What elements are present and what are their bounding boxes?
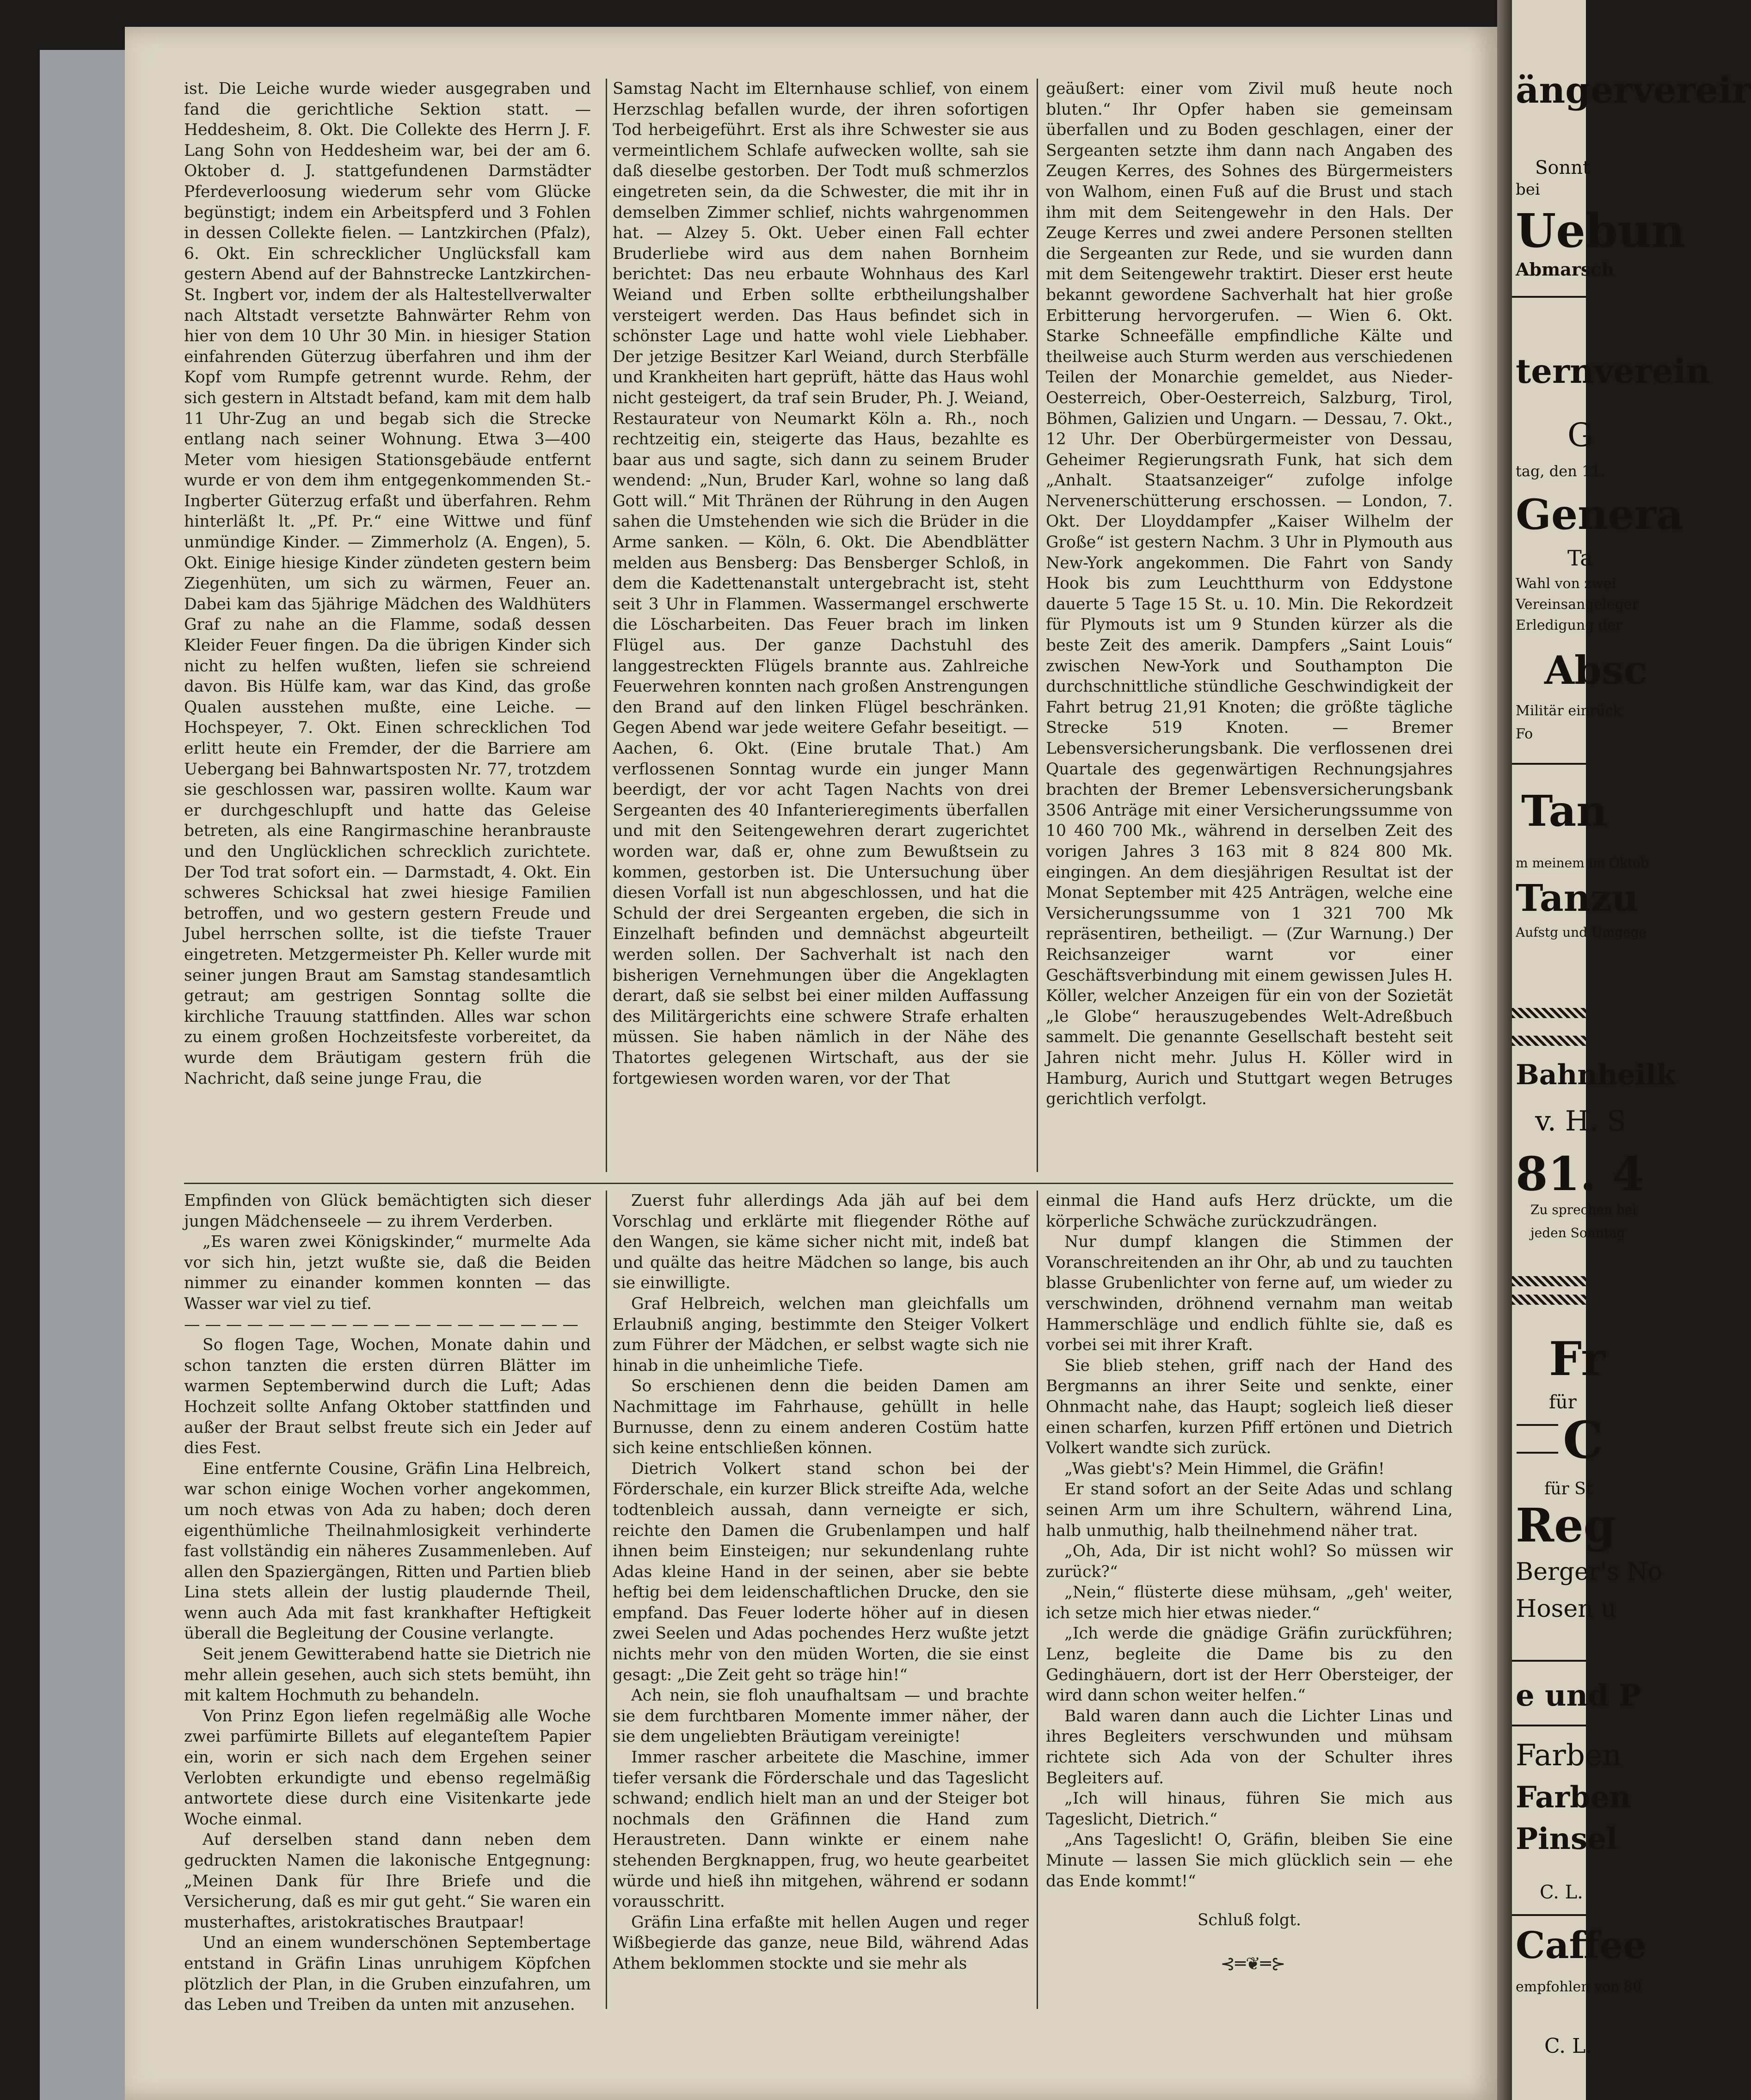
ad-fragment: Tanzu <box>1516 876 1639 920</box>
scene-break: — — — — — — — — — — — — — — — — — — — <box>184 1315 578 1334</box>
ad-fragment: Farben <box>1516 1738 1622 1773</box>
adjacent-page-fragment <box>1512 0 1751 2100</box>
feuilleton-paragraph: „Nein,“ flüsterte diese mühsam, „geh' weiter, ich setze mich hier etwas nieder.“ <box>1046 1583 1453 1622</box>
ad-border <box>1512 1276 1586 1286</box>
ad-fragment: Sonnt <box>1535 157 1591 178</box>
ad-fragment: e und P <box>1516 1678 1641 1713</box>
feuilleton-column-middle <box>613 1191 1029 2018</box>
feuilleton-paragraph: „Was giebt's? Mein Himmel, die Gräfin! <box>1064 1459 1385 1478</box>
feuilleton-paragraph: Zuerst fuhr allerdings Ada jäh auf bei dem Vorschlag und erklärte mit fliegender Röthe auf den Wangen, sie käme sicher nicht mit, indeß bat und quälte das heitre Mädchen so lange, bis auch sie einwilligte. <box>613 1191 1029 1293</box>
ad-fragment: C. L. <box>1544 2034 1592 2058</box>
ad-fragment: Abmarsch <box>1516 259 1615 280</box>
ad-fragment: v. H. S <box>1535 1105 1626 1137</box>
feuilleton-paragraph: So erschienen denn die beiden Damen am Nachmittage im Fahrhause, gehüllt in helle Burnusse, denn zu einem anderen Costüm hatte sich keine entschließen können. <box>613 1377 1029 1458</box>
ad-fragment: Berger's No <box>1516 1558 1663 1586</box>
ad-fragment: m meinem im Oktob <box>1516 855 1649 871</box>
ad-fragment: Reg <box>1516 1498 1616 1553</box>
ad-fragment: Wahl von zwei <box>1516 576 1616 592</box>
feuilleton-paragraph: Gräfin Lina erfaßte mit hellen Augen und reger Wißbegierde das ganze, neue Bild, während Adas Athem beklommen stockte und sie mehr als <box>613 1913 1029 1973</box>
feuilleton-paragraph: Eine entfernte Cousine, Gräfin Lina Helbreich, war schon einige Wochen vorher angekommen, um noch etwas von Ada zu haben; doch deren eigenthümliche Theilnahmlosigkeit verhinderte fast vollständig ein näheres Zusammenleben. Auf allen den Spaziergängen, Ritten und Partien blieb Lina stets allein der lustig plaudernde Theil, wenn auch Ada mit fast krankhafter Heftigkeit überall die Begleitung der Cousine verlangte. <box>184 1459 591 1643</box>
ad-fragment: für <box>1549 1392 1577 1413</box>
ad-fragment: Fo <box>1516 726 1533 742</box>
feuilleton-paragraph: Dietrich Volkert stand schon bei der Förderschale, ein kurzer Blick streifte Ada, welche todtenbleich aussah, dann verneigte er sich, reichte den Damen die Grubenlampen und half ihnen beim Einsteigen; nur sekundenlang ruhte Adas kleine Hand in der seinen, aber sie bebte heftig bei dem leidenschaftlichen Drucke, den sie empfand. Das Feuer loderte höher auf in diesen zwei Seelen und Adas pochendes Herz wußte jetzt nichts mehr von den müden Worten, die sie einst gesagt: „Die Zeit geht so träge hin!“ <box>613 1459 1029 1684</box>
ad-rule <box>1517 1424 1558 1426</box>
ad-fragment: Militär einrück <box>1516 703 1622 719</box>
feuilleton-paragraph: Er stand sofort an der Seite Adas und schlang seinen Arm um ihre Schultern, während Lina, halb unmuthig, halb theilnehmend näher trat. <box>1046 1480 1453 1540</box>
ad-fragment: empfohlen von 80 <box>1516 1979 1642 1995</box>
feuilleton-paragraph: Graf Helbreich, welchen man gleichfalls um Erlaubniß anging, bestimmte den Steiger Volkert zum Führer der Mädchen, er selbst wagte sich nie hinab in die unheimliche Tiefe. <box>613 1294 1029 1375</box>
ad-border <box>1512 1295 1586 1305</box>
ad-fragment: ängervereir <box>1516 69 1751 111</box>
feuilleton-paragraph: Empfinden von Glück bemächtigten sich dieser jungen Mädchenseele — zu ihrem Verderben. <box>184 1191 591 1231</box>
news-text-middle: Samstag Nacht im Elternhause schlief, von einem Herzschlag befallen wurde, der ihren sofortigen Tod herbeigeführt. Erst als ihre Schwester sie aus vermeintlichem Schlafe aufwecken wollte, sah sie daß dieselbe gestorben. Der Todt muß schmerzlos eingetreten sein, da die Schwester, die mit ihr in demselben Zimmer schlief, nichts wahrgenommen hat. — Alzey 5. Okt. Ueber einen Fall echter Bruderliebe wird aus dem nahen Bornheim berichtet: Das neu erbaute Wohnhaus des Karl Weiand und Erben sollte erbtheilungshalber versteigert werden. Das Haus befindet sich in schönster Lage und hatte wohl viele Liebhaber. Der jetzige Besitzer Karl Weiand, durch Sterbfälle und Krankheiten hart geprüft, hätte das Haus wohl nicht gesteigert, da traf sein Bruder, Ph. J. Weiand, Restaurateur von Neumarkt Köln a. Rh., noch rechtzeitig ein, steigerte das Haus, bezahlte es baar aus und sagte, sich dann zu seinem Bruder wendend: „Nun, Bruder Karl, wohne so lang daß Gott will.“ Mit Thränen der Rührung in den Augen sahen die Umstehenden wie sich die Brüder in die Arme sanken. — Köln, 6. Okt. Die Abendblätter melden aus Bensberg: Das Bensberger Schloß, in dem die Kadettenanstalt untergebracht ist, steht seit 3 Uhr in Flammen. Wassermangel erschwerte die Löscharbeiten. Das Feuer brach im linken Flügel aus. Der ganze Dachstuhl des langgestreckten Flügels brannte aus. Zahlreiche Feuerwehren konnten nach großen Anstrengungen den Brand auf den linken Flügel beschränken. Gegen Abend war jede weitere Gefahr beseitigt. — Aachen, 6. Okt. (Eine brutale That.) Am verflossenen Sonntag wurde ein junger Mann beerdigt, der vor acht Tagen Nachts von drei Sergeanten des 40 Infanterieregiments überfallen und mit den Seitengewehren derart zugerichtet worden war, daß er, ohne zum Bewußtsein zu kommen, gestorben ist. Die Untersuchung über diesen Vorfall ist nun abgeschlossen, und hat die Schuld der drei Sergeanten ergeben, die sich in Einzelhaft befinden und demnächst abgeurteilt werden sollen. Der Sachverhalt ist nach den bisherigen Vernehmungen über die Angeklagten derart, daß sie selbst bei einer milden Auffassung des Militärgerichts eine schwere Strafe erhalten müssen. Sie haben nämlich in der Nähe des Thatortes gelegenen Wirtschaft, aus der sie fortgewiesen worden waren, vor der That <box>613 80 1029 1088</box>
news-column-middle <box>613 79 1029 1163</box>
feuilleton-paragraph: Bald waren dann auch die Lichter Linas und ihres Begleiters verschwunden und mühsam richtete sich Ada von der Schulter ihres Begleiters auf. <box>1046 1707 1453 1787</box>
ad-fragment: Uebun <box>1516 203 1685 258</box>
ad-fragment: jeden Sonntag <box>1530 1225 1625 1240</box>
fleuron-ornament: ⊰═❦═⊱ <box>1220 1953 1286 1974</box>
ad-fragment: Zu sprechen bei <box>1530 1202 1637 1217</box>
news-text-right: geäußert: einer vom Zivil muß heute noch bluten.“ Ihr Opfer haben sie gemeinsam überfallen und zu Boden geschlagen, einer der Sergeanten setzte ihm dann nach Angaben des Zeugen Kerres, des Sohnes des Bürgermeisters von Walhom, einen Fuß auf die Brust und stach ihm mit dem Seitengewehr in den Hals. Der Zeuge Kerres und zwei andere Personen stellten die Sergeanten zur Rede, und sie wurden dann mit dem Seitengewehr traktirt. Dieser erst heute bekannt gewordene Sachverhalt hat hier große Erbitterung hervorgerufen. — Wien 6. Okt. Starke Schneefälle empfindliche Kälte und theilweise auch Sturm werden aus verschiedenen Teilen der Monarchie gemeldet, aus Nieder-Oesterreich, Ober-Oesterreich, Salzburg, Tirol, Böhmen, Galizien und Ungarn. — Dessau, 7. Okt., 12 Uhr. Der Oberbürgermeister von Dessau, Geheimer Regierungsrath Funk, hat sich dem „Anhalt. Staatsanzeiger“ zufolge infolge Nervenerschütterung erschossen. — London, 7. Okt. Der Lloyddampfer „Kaiser Wilhelm der Große“ ist gestern Nachm. 3 Uhr in Plymouth aus New-York angekommen. Die Fahrt von Sandy Hook bis zum Leuchtthurm von Eddystone dauerte 5 Tage 15 St. u. 10. Min. Die Rekordzeit für Plymouts ist um 9 Stunden kürzer als die beste Zeit des amerik. Dampfers „Saint Louis“ zwischen New-York und Southampton Die durchschnittliche stündliche Geschwindigkeit der Fahrt betrug 21,91 Knoten; die größte tägliche Strecke 519 Knoten. — Bremer Lebensversicherungsbank. Die verflossenen drei Quartale des gegenwärtigen Rechnungsjahres brachten der Bremer Lebensversicherungsbank 3506 Anträge mit einer Versicherungssumme von 10 460 700 Mk., während in derselben Zeit des vorigen Jahres 3 163 mit 8 824 800 Mk. eingingen. An dem diesjährigen Resultat ist der Monat September mit 425 Anträgen, welche eine Versicherungssumme von 1 321 700 Mk repräsentiren, betheiligt. — (Zur Warnung.) Der Reichsanzeiger warnt vor einer Geschäftsverbindung mit einem gewissen Jules H. Köller, welcher Anzeigen für ein von der Sozietät „le Globe“ herauszugebendes Welt-Adreßbuch sammelt. Die genannte Gesellschaft besteht seit Jahren nicht mehr. Julus H. Köller wird in Hamburg, Aurich und Stuttgart wegen Betruges gerichtlich verfolgt. <box>1046 80 1453 1109</box>
news-column-right <box>1046 79 1453 1163</box>
to-be-continued: Schluß folgt. <box>1198 1911 1301 1930</box>
ad-fragment: ternverein <box>1516 351 1710 391</box>
ad-fragment: C <box>1563 1410 1604 1470</box>
feuilleton-paragraph: Von Prinz Egon liefen regelmäßig alle Woche zwei parfümirte Billets auf eleganteſtem Papier ein, worin er sich nach dem Ergehen seiner Verlobten erkundigte und ebenso regelmäßig antwortete diese durch eine Visitenkarte jede Woche einmal. <box>184 1707 591 1829</box>
column-rule <box>606 1191 607 2009</box>
ad-fragment: Aufstg und Umgege <box>1516 925 1647 940</box>
feuilleton-paragraph: Seit jenem Gewitterabend hatte sie Dietrich nie mehr allein gesehen, auch sich stets bemüht, ihn mit kaltem Hochmuth zu behandeln. <box>184 1645 591 1705</box>
feuilleton-paragraph: „Oh, Ada, Dir ist nicht wohl? So müssen wir zurück?“ <box>1046 1542 1453 1581</box>
ad-rule <box>1517 1452 1558 1454</box>
ad-fragment: C. L. <box>1540 1882 1583 1903</box>
ad-rule <box>1512 1660 1586 1662</box>
ad-fragment: Bahnheilk <box>1516 1059 1676 1091</box>
ad-rule <box>1512 1914 1586 1916</box>
ad-fragment: Hosen u <box>1516 1595 1616 1623</box>
column-rule <box>1037 79 1038 1172</box>
feuilleton-paragraph: Immer rascher arbeitete die Maschine, immer tiefer versank die Förderschale und das Tageslicht schwand; endlich hielt man an und der Steiger bot nochmals den Gräfinnen die Hand zum Heraustreten. Dann winkte er einem nahe stehenden Bergknappen, frug, wo heute gearbeitet würde und hieß ihn mitgehen, während er sodann vorausschritt. <box>613 1748 1029 1911</box>
ad-fragment: G <box>1567 416 1593 454</box>
ad-fragment: Tan <box>1521 786 1608 836</box>
ad-border <box>1512 1008 1586 1018</box>
book-gutter <box>1497 0 1512 2100</box>
feuilleton-paragraph: einmal die Hand aufs Herz drückte, um die körperliche Schwäche zurückzudrängen. <box>1046 1191 1453 1231</box>
ad-fragment: Genera <box>1516 490 1683 539</box>
ad-fragment: bei <box>1516 180 1540 199</box>
feuilleton-paragraph: „Ans Tageslicht! O, Gräfin, bleiben Sie eine Minute — lassen Sie mich glücklich sein — ehe das Ende kommt!“ <box>1046 1830 1453 1891</box>
ad-rule <box>1512 1725 1586 1726</box>
feuilleton-paragraph: Ach nein, sie floh unaufhaltsam — und brachte sie dem furchtbaren Momente immer näher, der sie dem ungeliebten Bräutigam vereinigte! <box>613 1686 1029 1746</box>
ad-rule <box>1512 763 1586 765</box>
feuilleton-paragraph: Auf derselben stand dann neben dem gedruckten Namen die lakonische Entgegnung: „Meinen Dank für Ihre Briefe und die Versicherung, daß es mir gut geht.“ Sie waren ein musterhaftes, aristokratisches Brautpaar! <box>184 1830 591 1932</box>
feuilleton-column-left <box>184 1191 591 2018</box>
feuilleton-paragraph: „Es waren zwei Königskinder,“ murmelte Ada vor sich hin, jetzt wußte sie, daß die Beiden nimmer zu einander kommen konnten — das Wasser war viel zu tief. <box>184 1233 591 1313</box>
ad-fragment: Caffee <box>1516 1923 1647 1967</box>
ad-fragment: Fr <box>1549 1332 1605 1386</box>
ad-fragment: 81. 4 <box>1516 1147 1645 1201</box>
feuilleton-paragraph: Nur dumpf klangen die Stimmen der Voranschreitenden an ihr Ohr, ab und zu tauchten blasse Grubenlichter von ferne auf, um wieder zu verschwinden, dröhnend vernahm man weitab Hammerschläge und endlich fühlte sie, daß es vorbei sei mit ihrer Kraft. <box>1046 1233 1453 1355</box>
ad-border <box>1512 1036 1586 1046</box>
ad-fragment: für St <box>1544 1480 1593 1498</box>
ad-fragment: Ta <box>1567 546 1593 571</box>
ad-fragment: Erledigung der <box>1516 617 1622 633</box>
feuilleton-separator <box>184 1183 1453 1184</box>
column-rule <box>1037 1191 1038 2009</box>
feuilleton-paragraph: Und an einem wunderschönen Septembertage entstand in Gräfin Linas unruhigem Köpfchen plötzlich der Plan, in die Gruben einzufahren, um das Leben und Treiben da unten mit anzusehen. <box>184 1934 591 2014</box>
ad-fragment: Pinsel <box>1516 1822 1618 1856</box>
ad-fragment: tag, den 11. <box>1516 462 1605 480</box>
feuilleton-column-right <box>1046 1191 1453 2018</box>
feuilleton-paragraph: „Ich will hinaus, führen Sie mich aus Tageslicht, Dietrich.“ <box>1046 1789 1453 1829</box>
ad-fragment: Farben <box>1516 1780 1631 1815</box>
feuilleton-paragraph: Sie blieb stehen, griff nach der Hand des Bergmanns an ihrer Seite und senkte, einer Ohnmacht nahe, das Haupt; sogleich ließ dieser einen scharfen, kurzen Pfiff ertönen und Dietrich Volkert wandte sich zurück. <box>1046 1356 1453 1458</box>
feuilleton-paragraph: So flogen Tage, Wochen, Monate dahin und schon tanzten die ersten dürren Blätter im warmen Septemberwind durch die Luft; Adas Hochzeit sollte Anfang Oktober stattfinden und außer der Braut selbst freute sich ein Jeder auf dies Fest. <box>184 1336 591 1458</box>
news-text-left: ist. Die Leiche wurde wieder ausgegraben und fand die gerichtliche Sektion statt. — Heddesheim, 8. Okt. Die Collekte des Herrn J. F. Lang Sohn von Heddesheim war, bei der am 6. Oktober d. J. stattgefundenen Darmstädter Pferdeverloosung wiederum sehr vom Glücke begünstigt; indem ein Arbeitspferd und 3 Fohlen in dessen Collekte fielen. — Lantzkirchen (Pfalz), 6. Okt. Ein schrecklicher Unglücksfall kam gestern Abend auf der Bahnstrecke Lantzkirchen-St. Ingbert vor, indem der als Haltestellverwalter nach Altstadt versetzte Bahnwärter Rehm von hier von dem 10 Uhr 30 Min. in hiesiger Station einfahrenden Güterzug überfahren und ihm der Kopf vom Rumpfe getrennt wurde. Rehm, der sich gestern in Altstadt befand, kam mit dem halb 11 Uhr-Zug an und begab sich die Strecke entlang nach seiner Wohnung. Etwa 3—400 Meter vom hiesigen Stationsgebäude entfernt wurde er von dem ihm entgegenkommenden St.-Ingberter Güterzug erfaßt und überfahren. Rehm hinterläßt lt. „Pf. Pr.“ eine Wittwe und fünf unmündige Kinder. — Zimmerholz (A. Engen), 5. Okt. Einige hiesige Kinder zündeten gestern beim Ziegenhüten, um sich zu wärmen, Feuer an. Dabei kam das 5jährige Mädchen des Waldhüters Graf zu nahe an die Flamme, sodaß dessen Kleider Feuer fingen. Da die übrigen Kinder sich nicht zu helfen wußten, liefen sie schreiend davon. Bis Hülfe kam, war das Kind, das große Qualen ausstehen mußte, eine Leiche. — Hochspeyer, 7. Okt. Einen schrecklichen Tod erlitt heute ein Fremder, der die Barriere am Uebergang bei Bahnwartsposten Nr. 77, trotzdem sie geschlossen war, passiren wollte. Kaum war er durchgeschlupft und hatte das Geleise betreten, als eine Rangirmaschine heranbrauste und den Unglücklichen schrecklich zurichtete. Der Tod trat sofort ein. — Darmstadt, 4. Okt. Ein schweres Schicksal hat zwei hiesige Familien betroffen, und wo gestern gestern Freude und Jubel herrschen sollte, ist die tiefste Trauer eingetreten. Metzgermeister Ph. Keller wurde mit seiner jungen Braut am Samstag standesamtlich getraut; am gestrigen Sonntag sollte die kirchliche Trauung stattfinden. Alles war schon zu einem großen Hochzeitsfeste vorbereitet, da wurde dem Bräutigam gestern früh die Nachricht, daß seine junge Frau, die <box>184 80 591 1088</box>
ad-fragment: Absc <box>1544 647 1647 693</box>
news-column-left <box>184 79 591 1163</box>
column-rule <box>606 79 607 1172</box>
feuilleton-paragraph: „Ich werde die gnädige Gräfin zurückführen; Lenz, begleite die Dame bis zu den Gedinghäuern, dort ist der Herr Obersteiger, der wird dann schon weiter helfen.“ <box>1046 1624 1453 1705</box>
ad-fragment: Vereinsangeleger <box>1516 596 1639 613</box>
ad-rule <box>1512 296 1586 298</box>
